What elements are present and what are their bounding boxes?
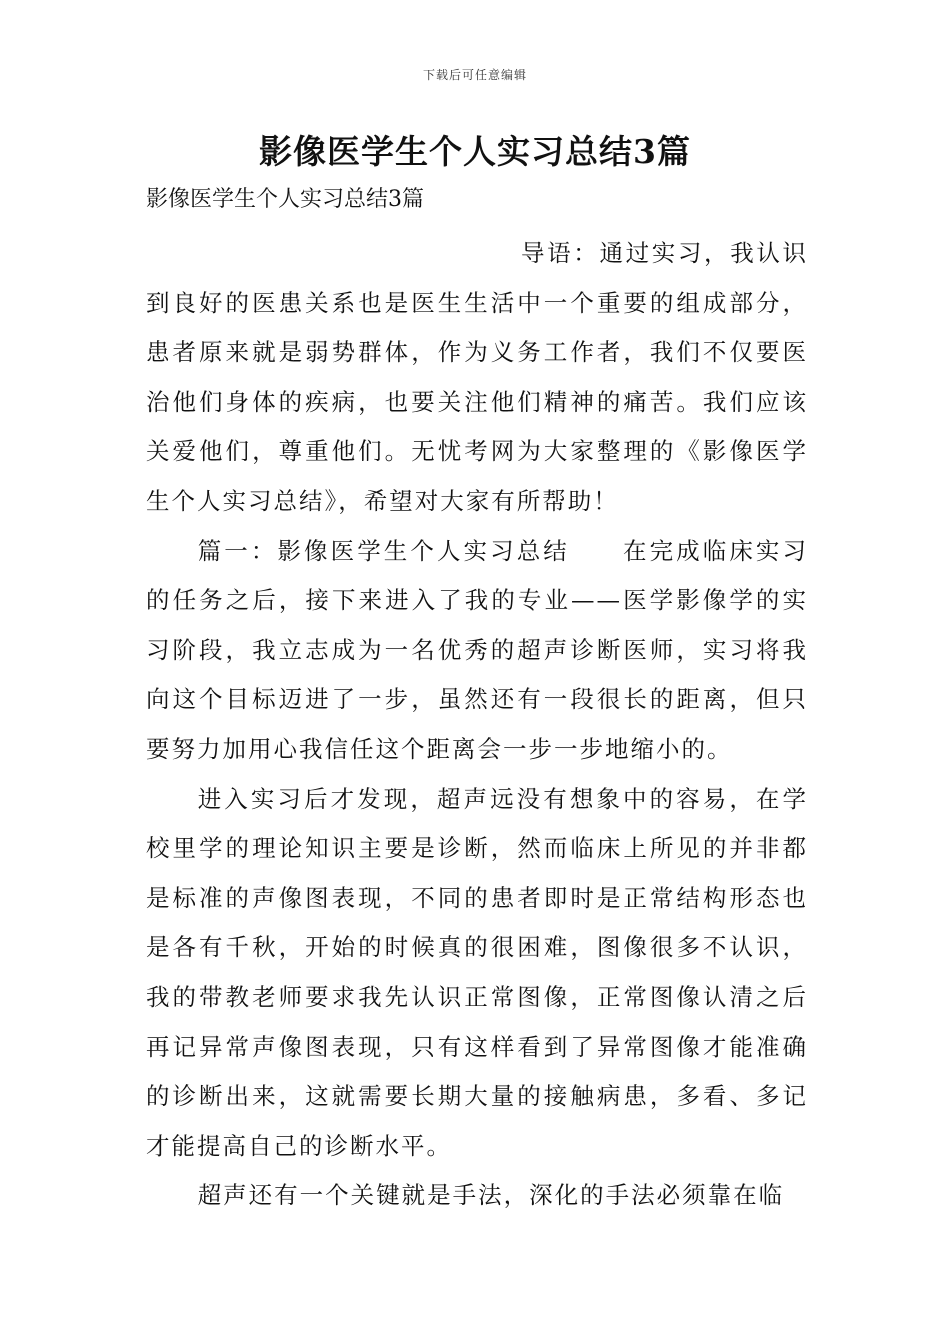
section-one-paragraph <box>146 527 808 775</box>
paragraph-1: 在完成临床实习的任务之后，接下来进入了我的专业——医学影像学的实习阶段，我立志成为一名优秀的超声诊断医师，实习将我向这个目标迈进了一步，虽然还有一段很长的距离，但只要努力加用心我信任这个距离会一步一步地缩小的。 <box>146 536 809 763</box>
paragraph-2: 进入实习后才发现，超声远没有想象中的容易，在学校里学的理论知识主要是诊断，然而临床上所见的并非都是标准的声像图表现，不同的患者即时是正常结构形态也是各有千秋，开始的时候真的很困难，图像很多不认识，我的带教老师要求我先认识正常图像，正常图像认清之后再记异常声像图表现，只有这样看到了异常图像才能准确的诊断出来，这就需要长期大量的接触病患，多看、多记才能提高自己的诊断水平。 <box>146 784 808 1160</box>
intro-paragraph: 导语：通过实习，我认识到良好的医患关系也是医生生活中一个重要的组成部分，患者原来就是弱势群体，作为义务工作者，我们不仅要医治他们身体的疾病，也要关注他们精神的痛苦。我们应该关爱他们，尊重他们。无忧考网为大家整理的《影像医学生个人实习总结》，希望对大家有所帮助！ <box>146 239 808 515</box>
document-subtitle: 影像医学生个人实习总结3篇 <box>146 187 424 212</box>
paragraph-3: 超声还有一个关键就是手法，深化的手法必须靠在临 <box>197 1181 785 1210</box>
document-title: 影像医学生个人实习总结3篇 <box>259 132 691 171</box>
document-body <box>146 229 808 1221</box>
section-heading: 篇一：影像医学生个人实习总结 <box>197 536 570 565</box>
download-note: 下载后可任意编辑 <box>422 68 527 82</box>
